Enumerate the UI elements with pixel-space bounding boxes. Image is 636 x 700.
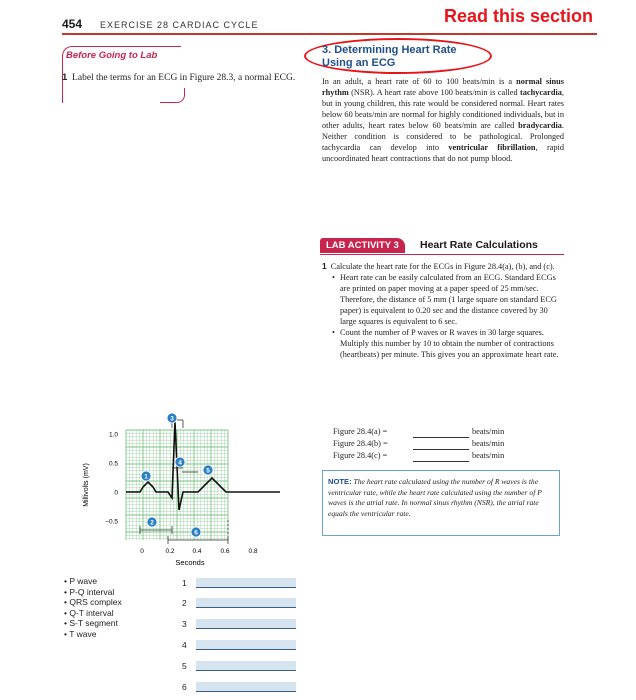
callout-2 [147, 517, 157, 527]
before-lab-question [62, 72, 302, 84]
section-paragraph [322, 76, 564, 164]
x-axis-label: Seconds [175, 558, 205, 567]
chapter-title: EXERCISE 28 CARDIAC CYCLE [100, 20, 259, 30]
question-number: 1 [62, 72, 68, 83]
term-st-segment: • S-T segment [64, 618, 122, 629]
svg-text:3: 3 [170, 415, 174, 423]
section-title-line-1: 3. Determining Heart Rate [322, 44, 457, 56]
figure-b-blank[interactable] [413, 439, 469, 450]
figure-b-unit: beats/min [472, 439, 505, 448]
figure-a-blank[interactable] [413, 427, 469, 438]
callout-5 [203, 465, 213, 475]
read-this-annotation: Read this section [444, 6, 594, 26]
callout-6 [191, 527, 201, 537]
ecg-figure [80, 410, 300, 575]
ecg-trace [126, 422, 280, 510]
figure-a-label: Figure 28.4(a) = [333, 427, 388, 436]
section-title [322, 44, 456, 70]
term-bradycardia: bradycardia [518, 121, 562, 130]
y-tick-label: 0.5 [108, 460, 118, 468]
answer-6-number: 6 [182, 682, 187, 692]
lab-bullet-2: • Count the number of P waves or R waves in 30 large squares. Multiply this number by 10 to obtain the number of contractions (heartbeats) per minute. This gives you an approximate heart rate. [322, 327, 560, 360]
y-tick-label: −0.5 [105, 518, 118, 526]
figure-c-row [333, 450, 504, 462]
answer-1-input[interactable] [196, 578, 296, 588]
answer-4-input[interactable] [196, 640, 296, 650]
para-text: (NSR). A heart rate above 100 beats/min is called [348, 88, 520, 97]
answer-1-number: 1 [182, 578, 187, 588]
svg-text:5: 5 [206, 467, 210, 475]
figure-b-label: Figure 28.4(b) = [333, 439, 388, 448]
svg-text:1: 1 [144, 473, 148, 481]
x-tick-label: 0.6 [220, 548, 230, 555]
answer-2-input[interactable] [196, 598, 296, 608]
x-tick-label: 0.8 [248, 548, 258, 555]
x-tick-label: 0.2 [165, 548, 175, 555]
answer-5-input[interactable] [196, 661, 296, 671]
figure-a-unit: beats/min [472, 427, 505, 436]
lab-bullet-1: • Heart rate can be easily calculated from an ECG. Standard ECGs are printed on paper moving at a paper speed of 25 mm/sec. Therefore, the distance of 5 mm (1 large square on standard ECG paper) is equivalent to 0.20 sec and the distance covered by 30 large squares is equivalent to 6 sec. [322, 272, 560, 327]
term-t-wave: • T wave [64, 629, 122, 640]
x-tick-label: 0.4 [192, 548, 202, 555]
figure-c-unit: beats/min [472, 451, 505, 460]
answer-3-input[interactable] [196, 619, 296, 629]
svg-text:2: 2 [150, 519, 154, 527]
svg-text:4: 4 [178, 459, 182, 467]
step-text: Calculate the heart rate for the ECGs in Figure 28.4(a), (b), and (c). [330, 262, 555, 271]
x-tick-label: 0 [140, 548, 144, 555]
answer-6-input[interactable] [196, 682, 296, 692]
header-rule [62, 33, 597, 35]
x-axis-ticks [140, 548, 258, 555]
y-axis-ticks [105, 432, 118, 526]
term-qt-interval: • Q-T interval [64, 608, 122, 619]
term-nsr: normal sinus rhythm [322, 77, 564, 97]
question-text: Label the terms for an ECG in Figure 28.3, a normal ECG. [72, 73, 296, 83]
answer-3-number: 3 [182, 619, 187, 629]
y-axis-label: Millivolts (mV) [83, 463, 90, 507]
note-label: NOTE: [328, 477, 352, 486]
figure-c-blank[interactable] [413, 451, 469, 462]
ecg-grid [126, 430, 228, 540]
callout-3 [167, 413, 177, 423]
term-tachycardia: tachycardia [519, 88, 562, 97]
svg-text:6: 6 [194, 529, 198, 537]
page-number: 454 [62, 17, 83, 31]
figure-a-row [333, 426, 504, 438]
lab-activity-name: Heart Rate Calculations [420, 239, 538, 251]
before-lab-frame-tail [160, 88, 185, 103]
answer-2-number: 2 [182, 598, 187, 608]
figure-b-row [333, 438, 504, 450]
before-lab-heading: Before Going to Lab [66, 50, 158, 61]
y-tick-label: 0 [114, 489, 118, 497]
para-text: , but in young children, this rate would be considered normal. Heart rates below 60 beats/min are normal for highly conditioned individuals, but in other adults, heart rates below 60 beats/min are called [322, 88, 564, 130]
callout-1 [141, 471, 151, 481]
section-title-line-2: Using an ECG [322, 57, 396, 69]
term-ventricular-fibrillation: ventricular fibrillation [448, 143, 536, 152]
step-number: 1 [322, 261, 327, 271]
y-tick-label: 1.0 [108, 431, 118, 439]
lab-instructions [322, 261, 560, 360]
term-pq-interval: • P-Q interval [64, 587, 122, 598]
para-text: , rapid uncoordinated heart contractions that do not pump blood. [322, 143, 564, 163]
heart-rate-answers [333, 426, 504, 462]
ecg-terms-list [64, 576, 122, 639]
callout-4 [175, 457, 185, 467]
para-text: In an adult, a heart rate of 60 to 100 beats/min is a [322, 77, 517, 86]
note-body: The heart rate calculated using the number of R waves is the ventricular rate, while the heart rate calculated using the number of P waves is the atrial rate. In normal sinus rhythm (NSR), the atrial rate equals the ventricular rate. [328, 477, 542, 518]
note-text [328, 477, 552, 519]
para-text: . Neither condition is considered to be pathological. Prolonged tachycardia can develop into [322, 121, 564, 152]
lab-activity-tag: LAB ACTIVITY 3 [320, 238, 405, 253]
answer-4-number: 4 [182, 640, 187, 650]
answer-5-number: 5 [182, 661, 187, 671]
term-p-wave: • P wave [64, 576, 122, 587]
lab-step [322, 261, 560, 272]
term-qrs-complex: • QRS complex [64, 597, 122, 608]
figure-c-label: Figure 28.4(c) = [333, 451, 388, 460]
